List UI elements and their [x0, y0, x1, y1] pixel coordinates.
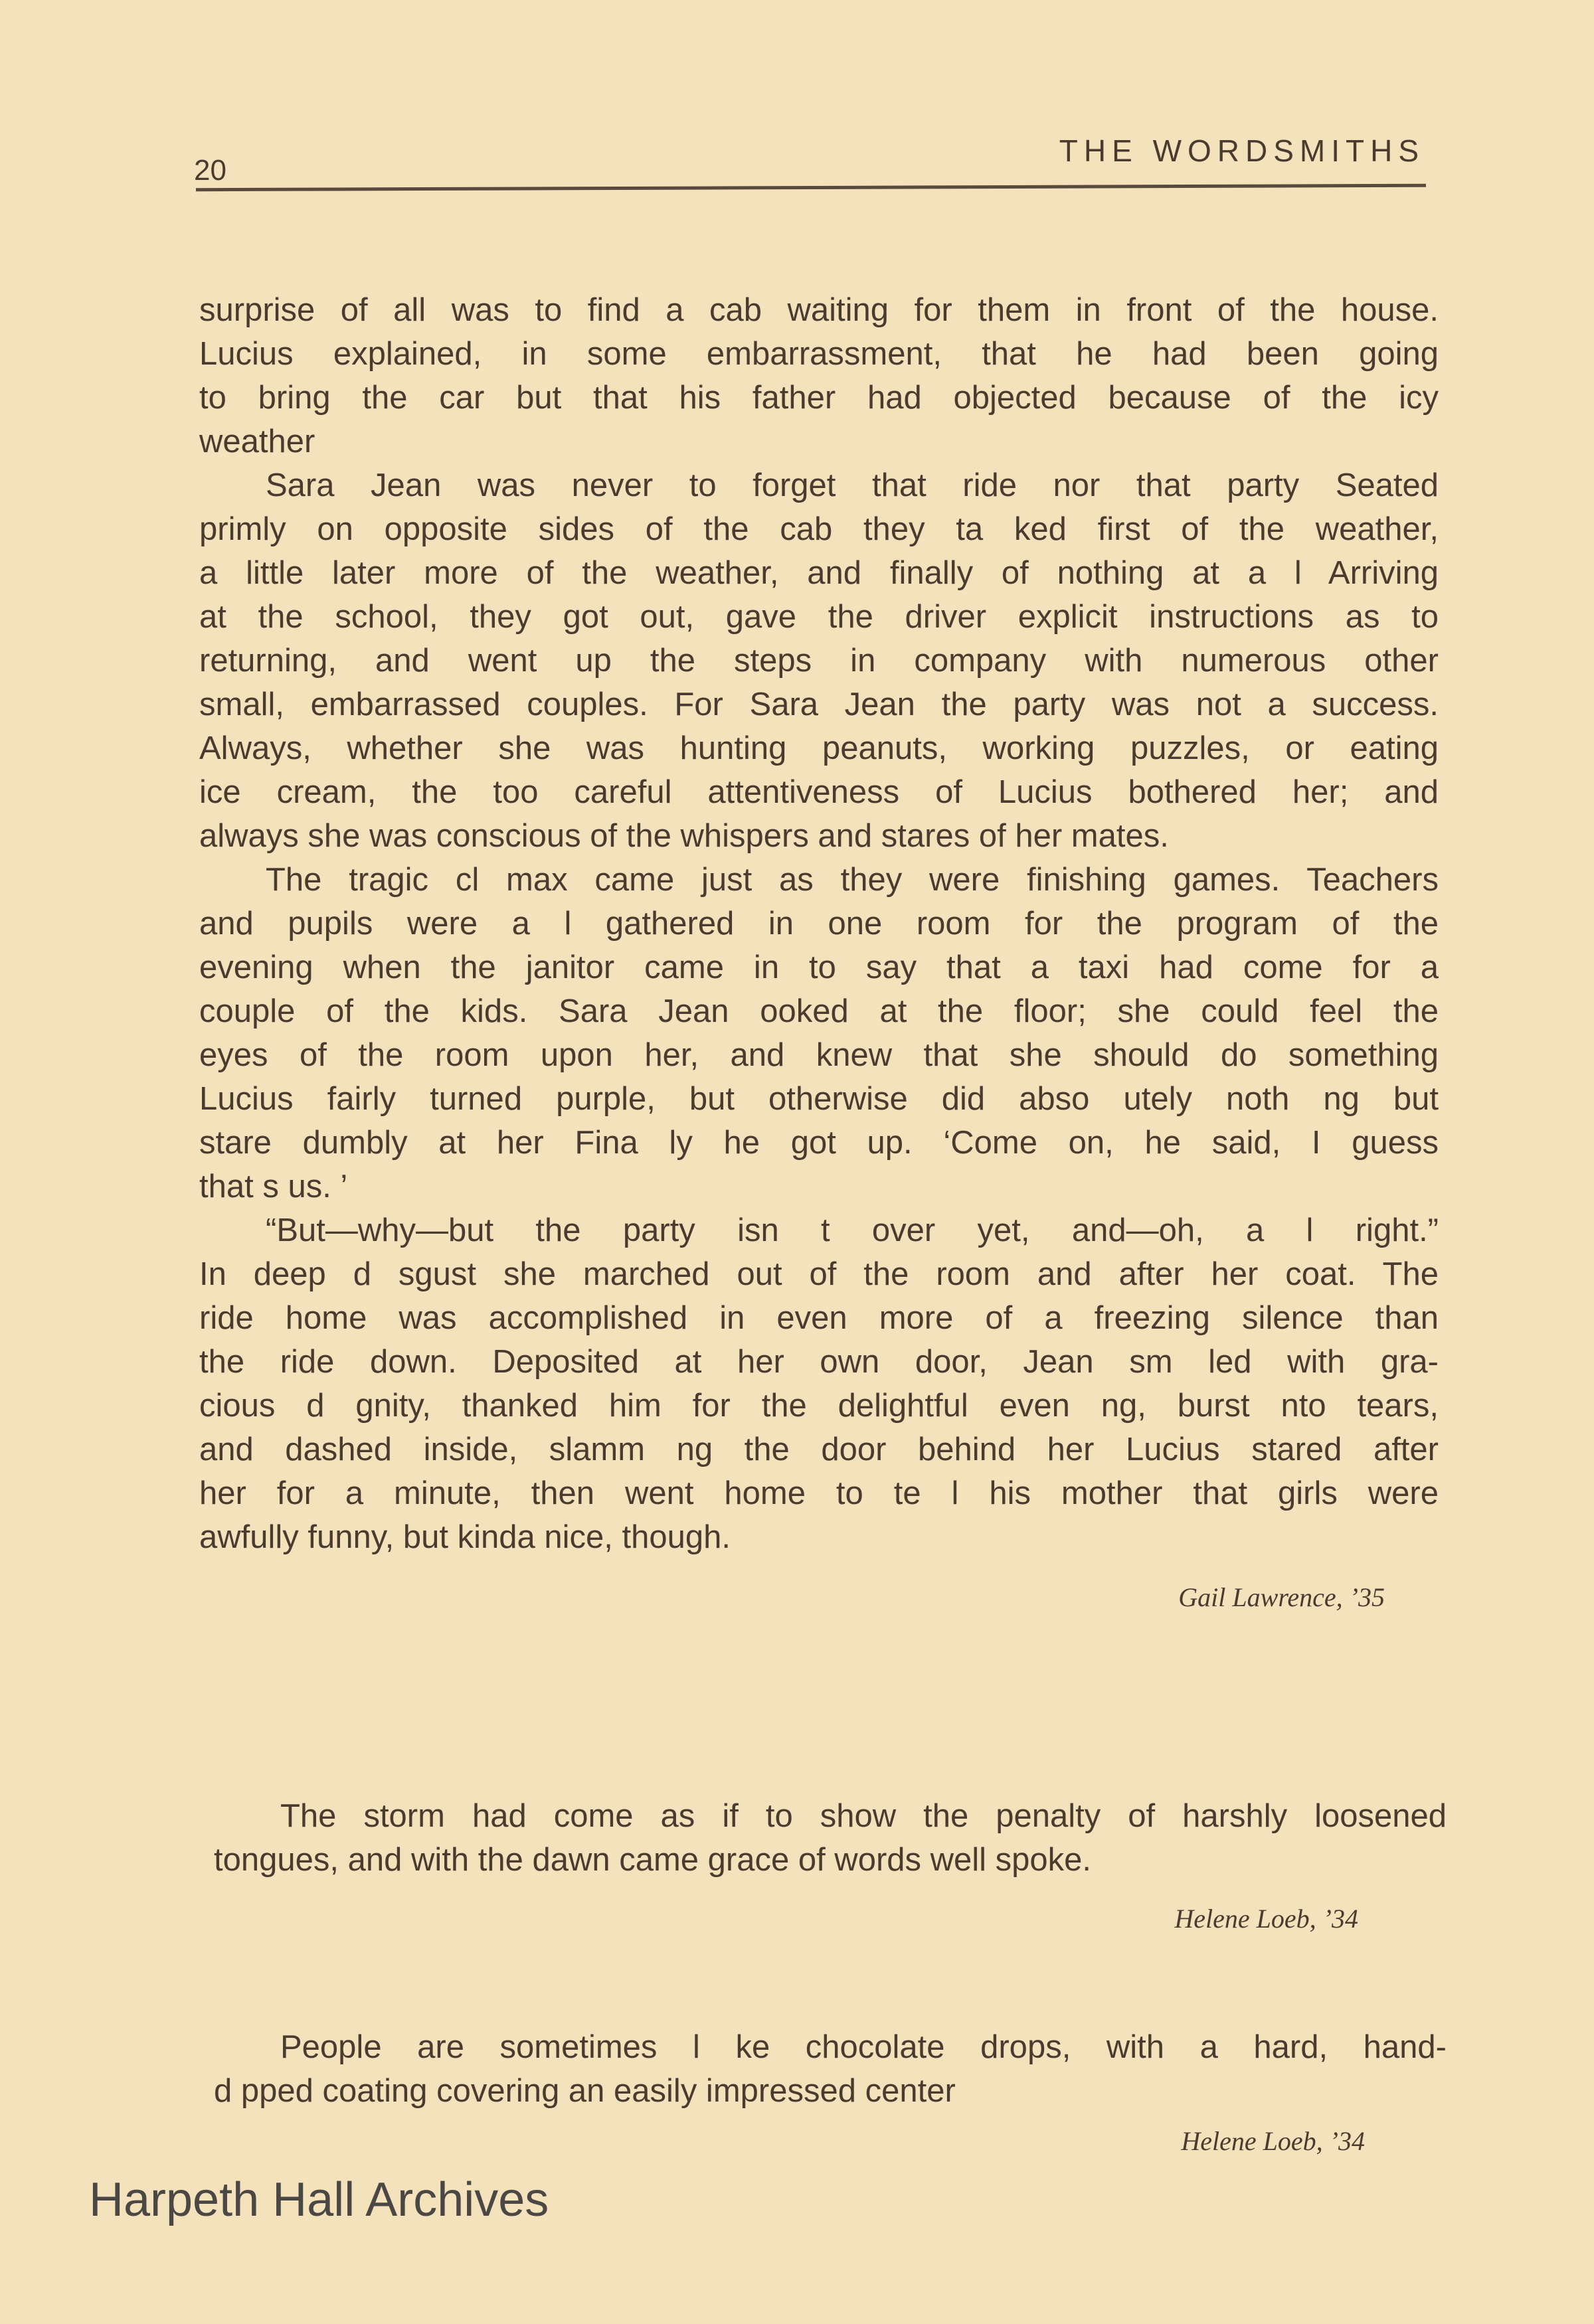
story-line: weather: [199, 424, 315, 459]
story-line: Always, whether she was hunting peanuts, working puzzles, or eating: [199, 730, 1439, 766]
archive-watermark: Harpeth Hall Archives: [89, 2173, 549, 2226]
story-line: awfully funny, but kinda nice, though.: [199, 1519, 731, 1555]
storm-passage: [214, 1794, 1447, 1882]
story-line: couple of the kids. Sara Jean ooked at the floor; she could feel the: [199, 993, 1439, 1029]
story-line: and pupils were a l gathered in one room for the program of the: [199, 906, 1439, 942]
story-line: In deep d sgust she marched out of the room and after her coat. The: [199, 1256, 1439, 1292]
passage-line: d pped coating covering an easily impressed center: [214, 2073, 956, 2109]
story-line: eyes of the room upon her, and knew that she should do something: [199, 1037, 1439, 1073]
story-line: stare dumbly at her Fina ly he got up. ‘Come on, he said, I guess: [199, 1125, 1439, 1161]
story-line: Lucius explained, in some embarrassment, that he had been going: [199, 336, 1439, 372]
story-body: [199, 288, 1439, 1559]
story-line: at the school, they got out, gave the driver explicit instructions as to: [199, 599, 1439, 635]
story-line: ice cream, the too careful attentiveness of Lucius bothered her; and: [199, 774, 1439, 810]
story-line: “But—why—but the party isn t over yet, and—oh, a l right.”: [266, 1212, 1439, 1248]
story-line: surprise of all was to find a cab waiting for them in front of the house.: [199, 292, 1439, 328]
header-rule: [196, 184, 1426, 191]
story-line: returning, and went up the steps in company with numerous other: [199, 643, 1439, 679]
story-line: primly on opposite sides of the cab they ta ked first of the weather,: [199, 511, 1439, 547]
people-author: Helene Loeb, ’34: [1181, 2126, 1365, 2156]
story-author: Gail Lawrence, ’35: [1178, 1582, 1385, 1612]
story-line: to bring the car but that his father had objected because of the icy: [199, 380, 1439, 416]
story-line: and dashed inside, slamm ng the door behind her Lucius stared after: [199, 1432, 1439, 1467]
story-line: her for a minute, then went home to te l his mother that girls were: [199, 1475, 1439, 1511]
passage-line: tongues, and with the dawn came grace of words well spoke.: [214, 1842, 1092, 1878]
story-line: a little later more of the weather, and finally of nothing at a l Arriving: [199, 555, 1439, 591]
running-title: THE WORDSMITHS: [1059, 133, 1425, 168]
story-line: Sara Jean was never to forget that ride nor that party Seated: [266, 467, 1439, 503]
story-line: Lucius fairly turned purple, but otherwise did abso utely noth ng but: [199, 1081, 1439, 1117]
story-line: cious d gnity, thanked him for the delightful even ng, burst nto tears,: [199, 1388, 1439, 1424]
story-line: ride home was accomplished in even more of a freezing silence than: [199, 1300, 1439, 1336]
story-line: small, embarrassed couples. For Sara Jean the party was not a success.: [199, 687, 1439, 722]
storm-author: Helene Loeb, ’34: [1174, 1904, 1358, 1934]
story-line: the ride down. Deposited at her own door, Jean sm led with gra-: [199, 1344, 1439, 1380]
story-line: that s us. ’: [199, 1169, 348, 1204]
story-line: The tragic cl max came just as they were finishing games. Teachers: [266, 862, 1439, 898]
people-passage: [214, 2025, 1447, 2113]
passage-line: People are sometimes l ke chocolate drops, with a hard, hand-: [280, 2029, 1447, 2065]
passage-line: The storm had come as if to show the penalty of harshly loosened: [280, 1798, 1447, 1834]
story-line: evening when the janitor came in to say that a taxi had come for a: [199, 950, 1439, 985]
story-line: always she was conscious of the whispers and stares of her mates.: [199, 818, 1169, 854]
page-number: 20: [194, 154, 226, 187]
